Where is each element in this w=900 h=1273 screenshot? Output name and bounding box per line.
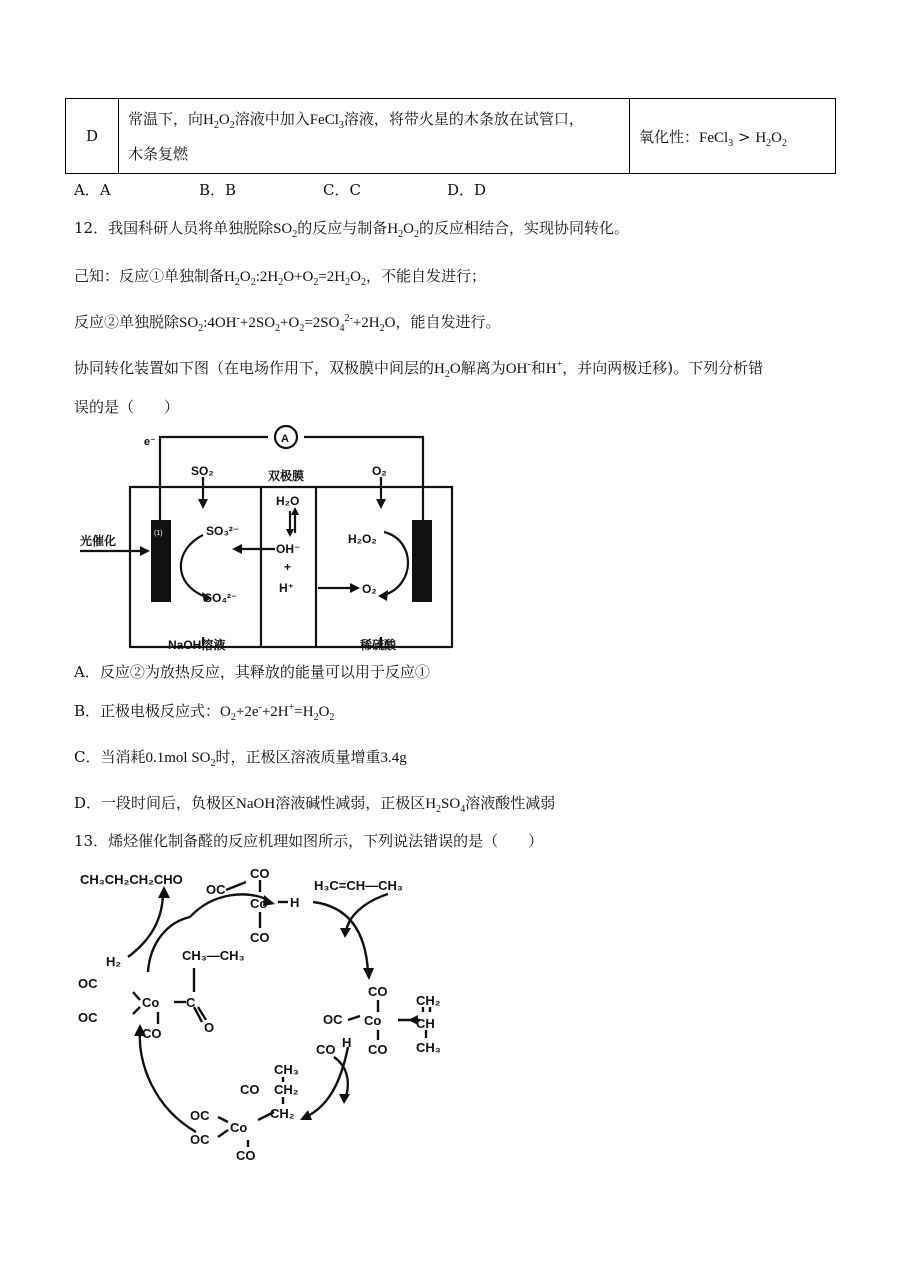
pi-ch3: CH₃ xyxy=(416,1040,441,1055)
text: 溶液酸性减弱 xyxy=(465,794,556,812)
pi-co-metal: Co xyxy=(364,1013,382,1028)
acyl-co-bottom: CO xyxy=(142,1026,162,1041)
text: ，不能自发进行； xyxy=(365,267,486,285)
conclusion-label: 氧化性： xyxy=(639,127,700,146)
pi-co-top: CO xyxy=(368,984,388,999)
q12-stem: 12．我国科研人员将单独脱除$SO_2$的反应与制备$H_2O_2$的反应相结合，实现协同转化。 xyxy=(74,219,629,240)
row-text: 溶液，将带火星的木条放在试管口， xyxy=(343,109,584,128)
q12-reaction2: 反应②单独脱除$SO_2:4OH^-+2SO_2+O_2=2SO_4^{2-}+2H_2O$，能自发进行。 xyxy=(74,313,501,334)
co-reagent: CO xyxy=(316,1042,336,1057)
q12-option-b: B．正极电极反应式：$O_2+2e^-+2H^+=H_2O_2$ xyxy=(74,702,335,723)
cat-oc: OC xyxy=(206,882,226,897)
q12-option-c: C．当消耗0.1mol $SO_2$时，正极区溶液质量增重3.4g xyxy=(74,748,407,769)
plus-label: + xyxy=(284,560,292,574)
answer-table xyxy=(65,98,836,174)
mechanism-diagram xyxy=(78,862,478,1162)
pi-co-bottom: CO xyxy=(368,1042,388,1057)
cat-co-bottom: CO xyxy=(250,930,270,945)
cat-co-metal: Co xyxy=(250,896,268,911)
o2-top-label: O₂ xyxy=(372,464,387,478)
text: 解离为 xyxy=(460,359,506,377)
text: 溶液碱性减弱，正极区 xyxy=(275,794,426,812)
option-b: B．B xyxy=(199,181,237,199)
pi-ch: CH xyxy=(416,1016,435,1031)
row-conclusion: 氧化性：FeCl$_3$ > $H_2O_2$ xyxy=(630,99,836,174)
q12-known: 己知：反应①单独制备$H_2O_2:2H_2O+O_2=2H_2O_2$，不能自发进行； xyxy=(74,267,486,288)
cat-h: H xyxy=(290,895,300,910)
text: 和 xyxy=(530,359,546,377)
row-label: D xyxy=(66,99,119,174)
ammeter-label: A xyxy=(281,433,289,445)
row-description: 常温下，向$H_2O_2$溶液中加入FeCl$_3$溶液，将带火星的木条放在试管口， 木条复燃 xyxy=(119,99,630,174)
electrolysis-diagram xyxy=(78,425,478,655)
row-text: 溶液中加入 xyxy=(234,109,310,128)
alkyl-co-top: CO xyxy=(240,1082,260,1097)
option-d: D．D xyxy=(447,181,487,199)
option-a: A．A xyxy=(74,181,111,199)
h2o-label: H₂O xyxy=(276,494,300,508)
acyl-oc-1: OC xyxy=(78,976,98,991)
light-label: 光催化 xyxy=(80,534,117,548)
alkyl-ch3: CH₃ xyxy=(274,1062,299,1077)
text: 反应②单独脱除 xyxy=(74,313,180,331)
acyl-co-metal: Co xyxy=(142,995,160,1010)
text: D．一段时间后，负极区 xyxy=(74,794,237,812)
so3-label: SO₃²⁻ xyxy=(206,524,240,538)
acid-label: 稀硫酸 xyxy=(360,638,397,652)
ethyl-label: CH₃—CH₃ xyxy=(182,948,245,963)
product-label: CH₃CH₂CH₂CHO xyxy=(80,872,183,887)
q13-stem: 13．烯烃催化制备醛的反应机理如图所示，下列说法错误的是（ ） xyxy=(74,832,544,850)
text: ，能自发进行。 xyxy=(395,313,501,331)
q12-device: 协同转化装置如下图（在电场作用下，双极膜中间层的$H_2O$解离为OH-和H+，并向两极迁移)。下列分析错 xyxy=(74,359,764,380)
text: ，并向两极迁移)。下列分析错 xyxy=(562,359,764,377)
acyl-carbon: C xyxy=(186,995,196,1010)
text: 时，正极区溶液质量增重 xyxy=(215,748,381,766)
alkyl-ch2-2: CH₂ xyxy=(270,1106,295,1121)
acyl-oxygen: O xyxy=(204,1020,215,1035)
text: 己知：反应①单独制备 xyxy=(74,267,225,285)
alkyl-oc-2: OC xyxy=(190,1132,210,1147)
q12-option-a: A．反应②为放热反应，其释放的能量可以用于反应① xyxy=(74,663,430,681)
electrode-mark: (1) xyxy=(154,530,163,537)
h2o2-label: H₂O₂ xyxy=(348,532,377,546)
text: 的反应相结合，实现协同转化。 xyxy=(418,219,629,237)
cat-co-top: CO xyxy=(250,866,270,881)
text: 的反应与制备 xyxy=(297,219,388,237)
pi-ch2: CH₂ xyxy=(416,993,441,1008)
so2-label: SO₂ xyxy=(191,464,214,478)
q12-device-line2: 误的是（ ） xyxy=(74,398,180,416)
naoh-label: NaOH溶液 xyxy=(168,638,226,652)
electron-label: e⁻ xyxy=(144,436,156,448)
alkyl-oc-1: OC xyxy=(190,1108,210,1123)
row-text: 常温下，向 xyxy=(128,109,204,128)
hplus-label: H⁺ xyxy=(279,581,294,595)
option-c: C．C xyxy=(323,181,361,199)
text: C．当消耗 xyxy=(74,748,146,766)
text: 12．我国科研人员将单独脱除 xyxy=(74,219,274,237)
so4-label: SO₄²⁻ xyxy=(204,591,238,605)
alkyl-ch2-1: CH₂ xyxy=(274,1082,299,1097)
row-text: 木条复燃 xyxy=(128,144,189,163)
pi-oc: OC xyxy=(323,1012,343,1027)
pi-h: H xyxy=(342,1035,352,1050)
text: 协同转化装置如下图（在电场作用下，双极膜中间层的 xyxy=(74,359,435,377)
conclusion-operator: > xyxy=(733,127,756,146)
q12-option-d: D．一段时间后，负极区NaOH溶液碱性减弱，正极区$H_2SO_4$溶液酸性减弱 xyxy=(74,794,556,815)
text: B．正极电极反应式： xyxy=(74,702,221,720)
propene-label: H₃C=CH—CH₃ xyxy=(314,878,403,893)
acyl-oc-2: OC xyxy=(78,1010,98,1025)
alkyl-co-metal: Co xyxy=(230,1120,248,1135)
o2-label: O₂ xyxy=(362,582,377,596)
h2-label: H₂ xyxy=(106,954,122,969)
table-row xyxy=(66,99,836,174)
membrane-label: 双极膜 xyxy=(268,469,305,483)
oh-label: OH⁻ xyxy=(276,542,301,556)
alkyl-co-bottom: CO xyxy=(236,1148,256,1162)
